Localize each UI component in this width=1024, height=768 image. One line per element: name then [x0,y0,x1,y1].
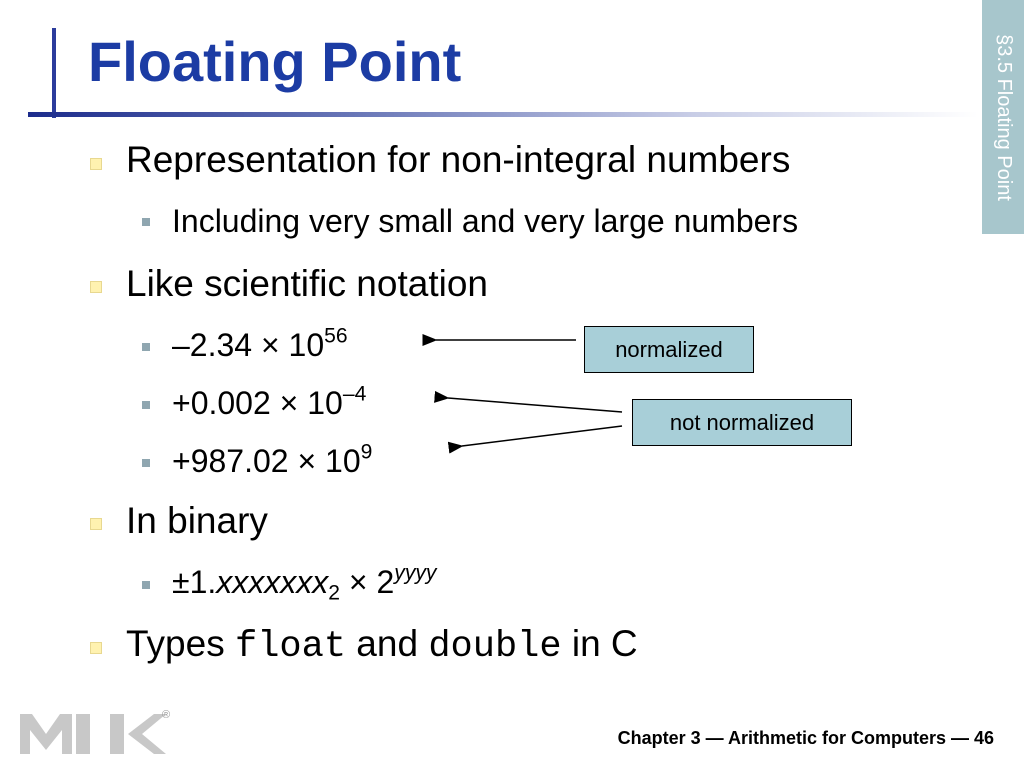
slide-title: Floating Point [88,30,462,93]
mk-logo-icon [20,706,180,758]
arrow-to-small-example [448,398,622,412]
callout-not-normalized: not normalized [632,399,852,446]
bullet-in-binary: In binary [126,500,268,541]
example-not-normalized-small: $+0.002 \times 10^{-4}$ [172,382,367,421]
example-not-normalized-large: $+987.02 \times 10^9$ [172,440,373,479]
example-normalized-number: $-2.34 \times 10^{56}$ [172,324,348,363]
sub-bullet-small-large: Including very small and very large numbers [172,203,799,239]
section-tab-label: §3.5 Floating Point [992,33,1015,201]
binary-format: ±1.xxxxxxx$_2$ × $2^{yyyy}$ [172,561,437,605]
bullet-scientific-notation: Like scientific notation [126,263,488,304]
arrow-to-large-example [462,426,622,446]
bullet-representation: Representation for non-integral numbers [126,139,791,180]
logo-registered-mark: ® [162,709,171,721]
callout-normalized: normalized [584,326,754,373]
slide-footer: Chapter 3 — Arithmetic for Computers — 46 [617,728,994,748]
bullet-types-in-c: Types float and double in C [126,623,638,668]
